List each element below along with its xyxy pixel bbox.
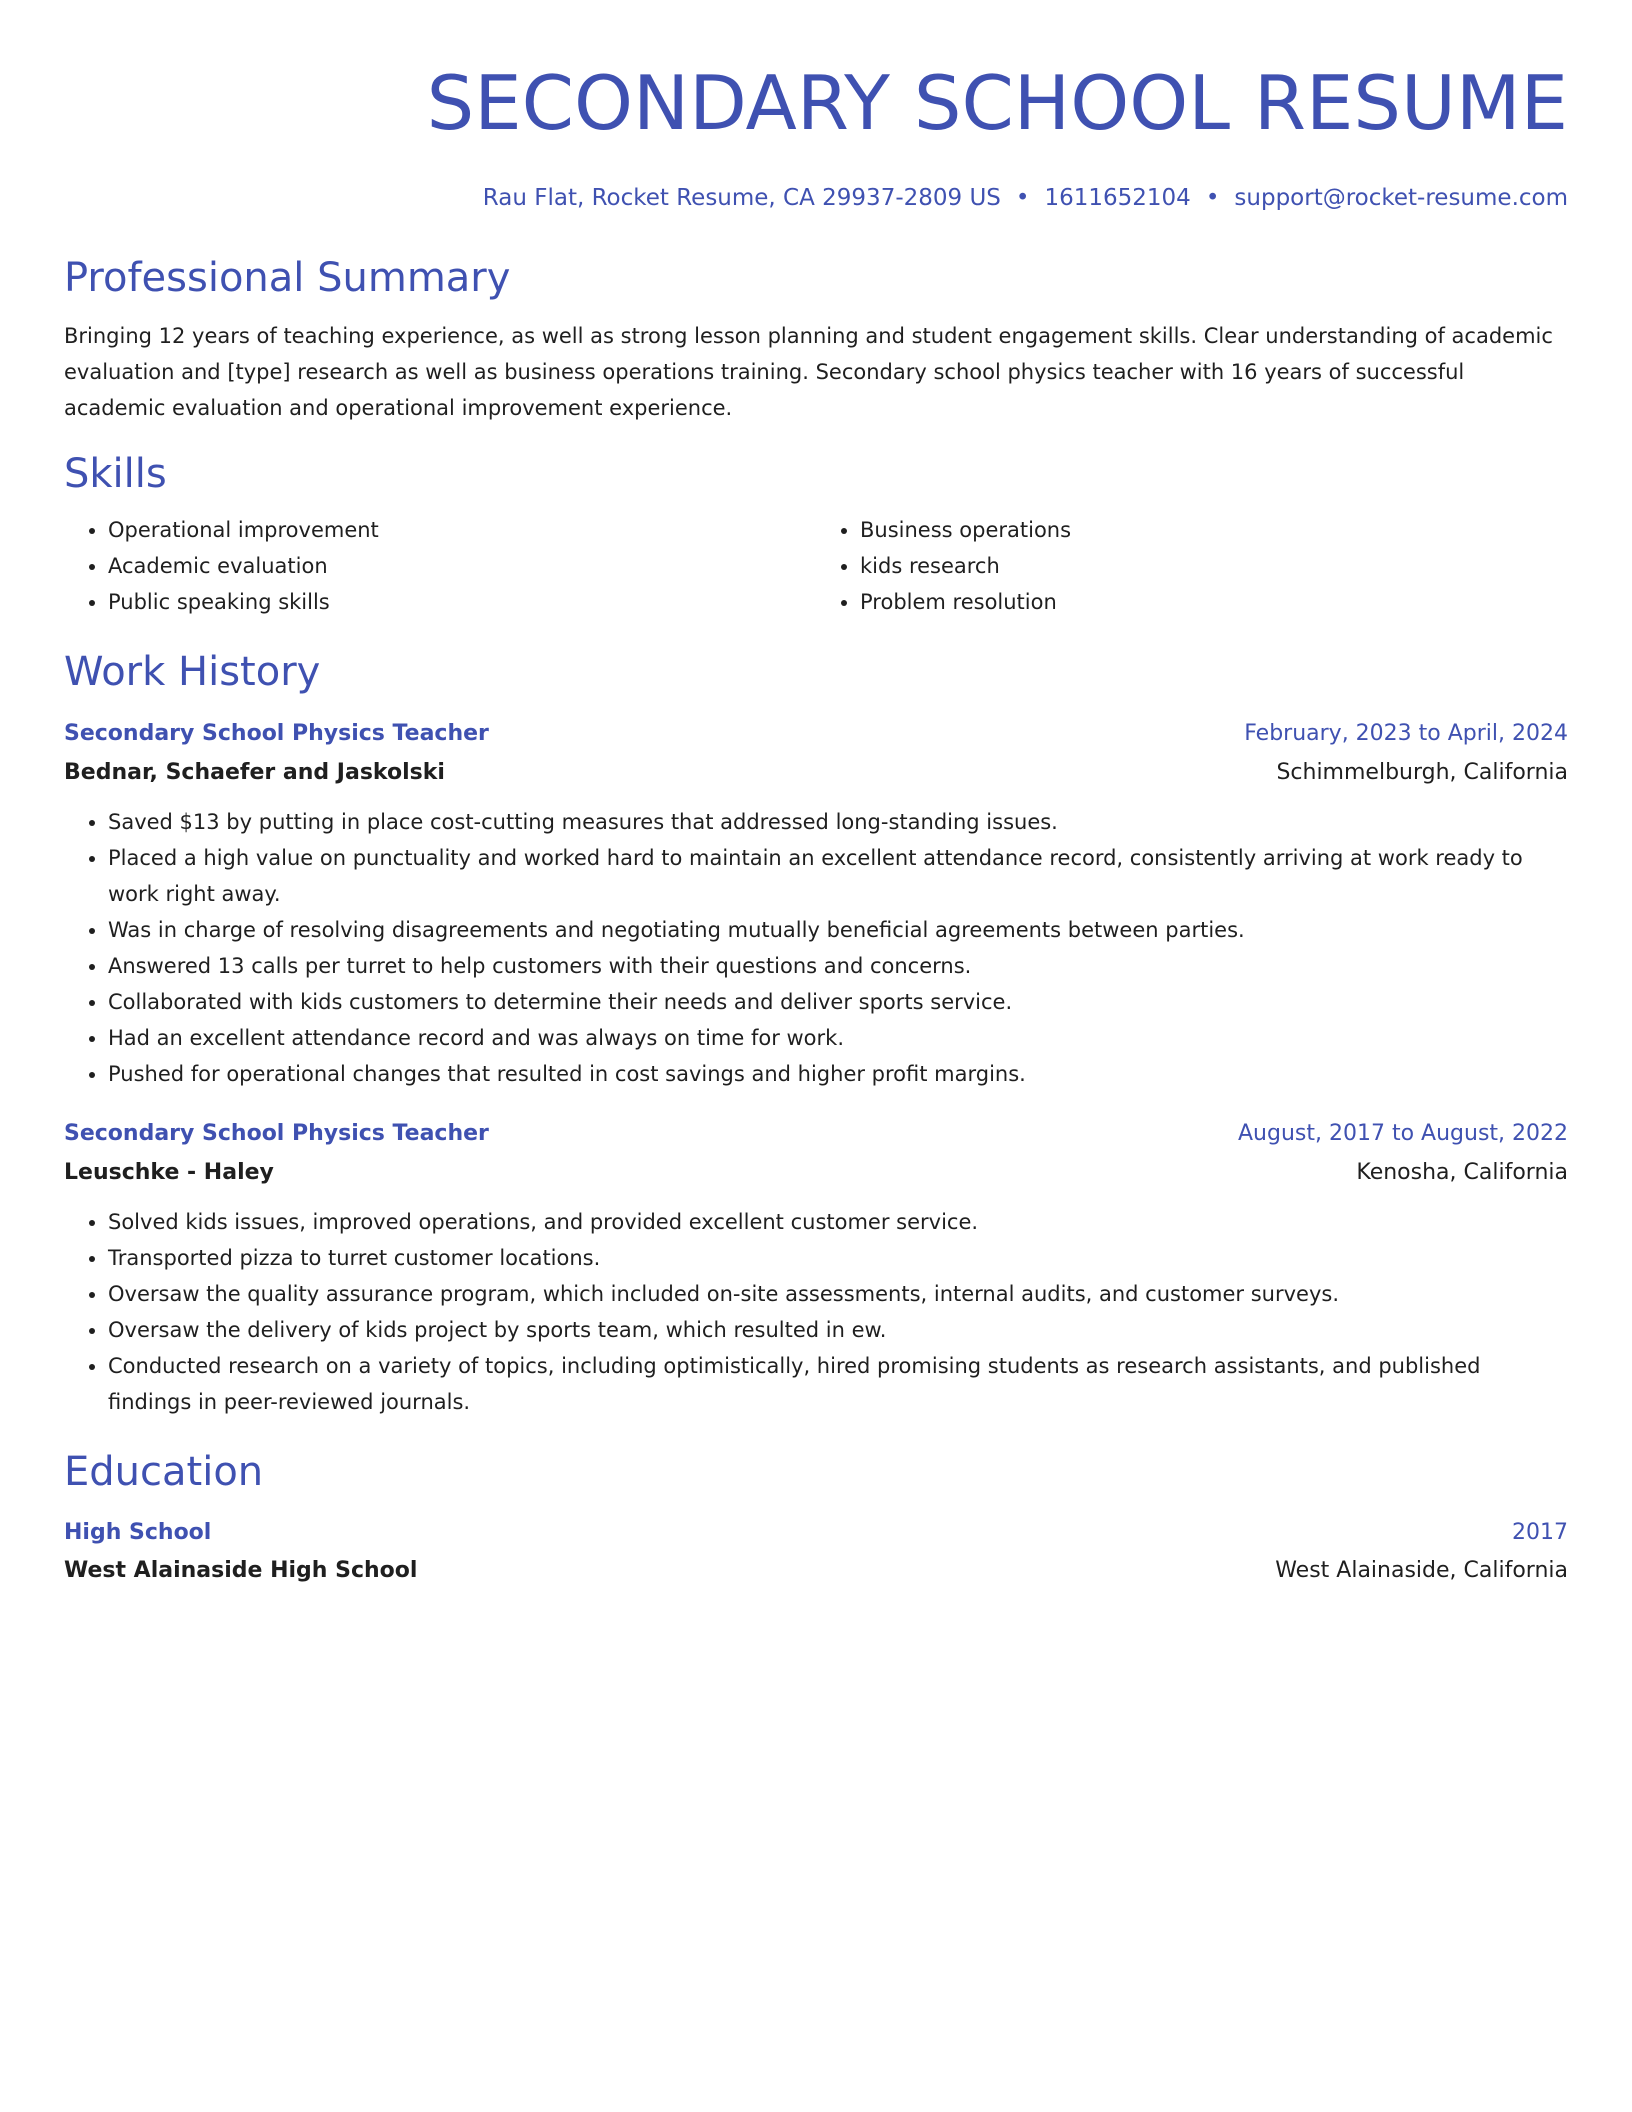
job-entry — [64, 1116, 1568, 1420]
skill-item: • kids research — [860, 548, 1568, 584]
education-school: West Alainaside High School — [64, 1558, 418, 1583]
education-degree-row — [64, 1516, 1568, 1550]
skill-item: • Public speaking skills — [108, 584, 816, 620]
job-bullet: • Oversaw the quality assurance program, which included on-site assessments, internal audits, and customer surveys. — [108, 1276, 1568, 1312]
job-bullet: • Oversaw the delivery of kids project by sports team, which resulted in ew. — [108, 1312, 1568, 1348]
job-bullet: • Pushed for operational changes that resulted in cost savings and higher profit margins. — [108, 1056, 1568, 1092]
job-location: Kenosha, California — [1356, 1160, 1568, 1185]
job-bullet: • Transported pizza to turret customer locations. — [108, 1240, 1568, 1276]
job-title-row — [64, 1116, 1568, 1152]
job-bullet: • Was in charge of resolving disagreements and negotiating mutually beneficial agreements between parties. — [108, 912, 1568, 948]
job-bullet: • Had an excellent attendance record and was always on time for work. — [108, 1020, 1568, 1056]
job-bullets — [64, 804, 1568, 1092]
job-title-row — [64, 716, 1568, 752]
job-bullet: • Collaborated with kids customers to determine their needs and deliver sports service. — [108, 984, 1568, 1020]
summary-heading: Professional Summary — [64, 255, 511, 301]
job-bullet: • Placed a high value on punctuality and worked hard to maintain an excellent attendance record, consistently arriving at work ready to work right away. — [108, 840, 1568, 912]
skill-item: • Academic evaluation — [108, 548, 816, 584]
job-dates: August, 2017 to August, 2022 — [1238, 1121, 1568, 1146]
contact-address: Rau Flat, Rocket Resume, CA 29937-2809 US — [482, 185, 1001, 211]
job-bullet: • Saved $13 by putting in place cost-cutting measures that addressed long-standing issues. — [108, 804, 1568, 840]
job-bullet: • Solved kids issues, improved operations, and provided excellent customer service. — [108, 1204, 1568, 1240]
contact-email[interactable]: support@rocket-resume.com — [1234, 185, 1568, 211]
contact-separator: • — [1015, 185, 1030, 211]
education-degree: High School — [64, 1520, 212, 1545]
job-bullet: • Answered 13 calls per turret to help customers with their questions and concerns. — [108, 948, 1568, 984]
resume-title: SECONDARY SCHOOL RESUME — [426, 59, 1568, 147]
job-location: Schimmelburgh, California — [1276, 760, 1568, 785]
education-school-row — [64, 1552, 1568, 1590]
education-year: 2017 — [1512, 1520, 1568, 1545]
skills-column-left — [64, 512, 816, 620]
education-entry — [64, 1516, 1568, 1590]
job-company-row — [64, 1154, 1568, 1192]
job-dates: February, 2023 to April, 2024 — [1244, 721, 1568, 746]
job-company: Bednar, Schaefer and Jaskolski — [64, 760, 445, 785]
summary-text: Bringing 12 years of teaching experience, as well as strong lesson planning and student engagement skills. Clear understanding of academic evaluation and [type] research as well as business operations training. Secondary school physics teacher with 16 years of successful academic evaluation and operational improvement experience. — [64, 324, 1553, 420]
work-history-heading: Work History — [64, 649, 321, 695]
skills-column-right — [816, 512, 1568, 620]
education-location: West Alainaside, California — [1275, 1558, 1568, 1583]
skills-heading: Skills — [64, 451, 167, 497]
skills-list — [64, 512, 1568, 620]
contact-phone: 1611652104 — [1044, 185, 1191, 211]
job-company: Leuschke - Haley — [64, 1160, 274, 1185]
job-title: Secondary School Physics Teacher — [64, 721, 489, 746]
job-company-row — [64, 754, 1568, 792]
contact-line — [64, 182, 1568, 214]
contact-separator: • — [1205, 185, 1220, 211]
job-title: Secondary School Physics Teacher — [64, 1121, 489, 1146]
skill-item: • Operational improvement — [108, 512, 816, 548]
job-bullets — [64, 1204, 1568, 1420]
skill-item: • Problem resolution — [860, 584, 1568, 620]
education-heading: Education — [64, 1449, 264, 1495]
job-entry — [64, 716, 1568, 1092]
job-bullet: • Conducted research on a variety of topics, including optimistically, hired promising students as research assistants, and published findings in peer-reviewed journals. — [108, 1348, 1568, 1420]
skill-item: • Business operations — [860, 512, 1568, 548]
